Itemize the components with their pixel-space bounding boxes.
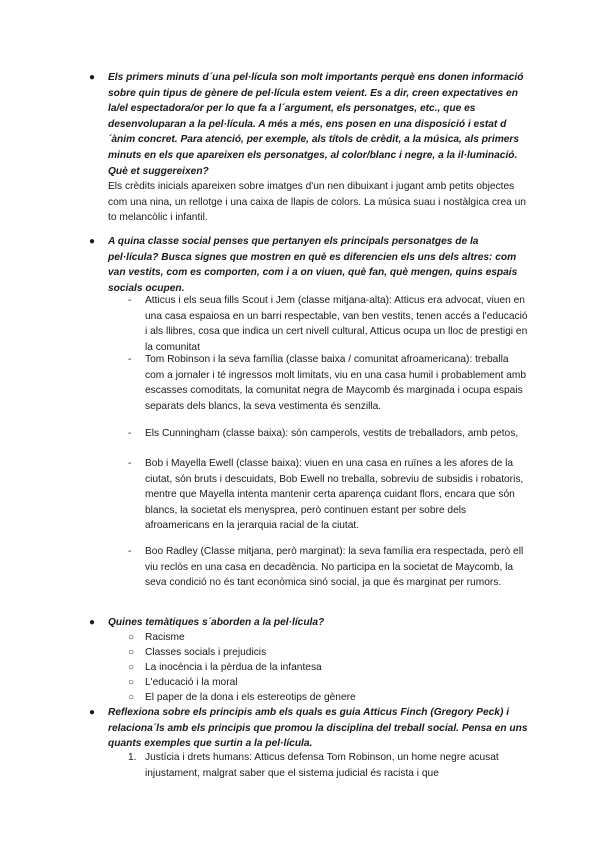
question-2: A quina classe social penses que pertanyen els principals personatges de la pel·lícula? Busca signes que mostren en què es diferencien els uns dels altres: com van vestits, com es comporten, com i a on viuen, què fan, què mengen, quins espais socials ocupen. bbox=[108, 236, 518, 294]
section-3 bbox=[108, 615, 528, 631]
bullet-icon: ● bbox=[89, 72, 96, 83]
dash-icon: - bbox=[128, 354, 132, 365]
circle-bullet-icon: ○ bbox=[128, 632, 135, 643]
circle-bullet-icon: ○ bbox=[128, 647, 135, 658]
section-1 bbox=[108, 70, 528, 226]
topic-item: La inocència i la pèrdua de la infantesa bbox=[145, 662, 322, 673]
circle-bullet-icon: ○ bbox=[128, 692, 135, 703]
section-4 bbox=[108, 705, 528, 752]
bullet-icon: ● bbox=[89, 707, 96, 718]
list-number: 1. bbox=[128, 752, 137, 763]
question-3: Quines temàtiques s´aborden a la pel·lícula? bbox=[108, 617, 325, 628]
dash-icon: - bbox=[128, 295, 132, 306]
dash-icon: - bbox=[128, 428, 132, 439]
topic-item: Racisme bbox=[145, 632, 185, 643]
section-2 bbox=[108, 234, 528, 296]
bullet-icon: ● bbox=[89, 617, 96, 628]
circle-bullet-icon: ○ bbox=[128, 677, 135, 688]
bullet-icon: ● bbox=[89, 236, 96, 247]
list-item: Boo Radley (Classe mitjana, però marginat): la seva família era respectada, però ell viu reclòs en una casa en decadència. No participa en la societat de Maycomb, la seva condició no és tant econòmica sinó social, ja que és marginat per rumors. bbox=[145, 546, 524, 589]
topic-item: El paper de la dona i els estereotips de gènere bbox=[145, 692, 356, 703]
topic-item: L'educació i la moral bbox=[145, 677, 238, 688]
question-1: Els primers minuts d´una pel·lícula son molt importants perquè ens donen informació sobre quin tipus de gènere de pel·lícula estem veient. Es a dir, creen expectatives en la/el espectadora/or per lo que fa a l´argument, els personatges, etc., que es desenvoluparan a la pel·lícula. A més a més, ens posen en una disposició i estat d´ànim concret. Para atenció, per exemple, als títols de crèdit, a la música, als primers minuts en els que apareixen els personatges, al color/blanc i negre, a la il·luminació. Què et suggereixen? bbox=[108, 72, 524, 177]
list-item: Bob i Mayella Ewell (classe baixa): viuen en una casa en ruïnes a les afores de la ciutat, són bruts i descuidats, Bob Ewell no treballa, sobreviu de subsidis i robatoris, mentre que Mayella intenta mantenir certa aparença cuidant flors, encara que són blancs, la societat els menysprea, però continuen estant per sobre dels afroamericans en la jerarquia racial de la ciutat. bbox=[145, 458, 524, 532]
answer-1: Els crèdits inicials apareixen sobre imatges d'un nen dibuixant i jugant amb petits objectes com una nina, un rellotge i una caixa de llapis de colors. La música suau i nostàlgica crea un to melancòlic i infantil. bbox=[108, 181, 526, 224]
numbered-item: Justícia i drets humans: Atticus defensa Tom Robinson, un home negre acusat injustament, malgrat saber que el sistema judicial és racista i que bbox=[145, 752, 499, 779]
list-item: Tom Robinson i la seva família (classe baixa / comunitat afroamericana): treballa com a jornaler i té ingressos molt limitats, viu en una casa humil i probablement amb escasses comoditats, la comunitat negra de Maycomb és marginada i ocupa espais separats dels blancs, la seva vestimenta és senzilla. bbox=[145, 354, 527, 412]
list-item: Els Cunningham (classe baixa): són camperols, vestits de treballadors, amb petos, bbox=[145, 428, 519, 439]
topic-item: Classes socials i prejudicis bbox=[145, 647, 267, 658]
dash-icon: - bbox=[128, 458, 132, 469]
circle-bullet-icon: ○ bbox=[128, 662, 135, 673]
list-item: Atticus i els seua fills Scout i Jem (classe mitjana-alta): Atticus era advocat, viuen en una casa espaiosa en un barri respectable, van ben vestits, tenen accés a l'educació i als llibres, cosa que indica un cert nivell cultural, Atticus ocupa un lloc de prestigi en la comunitat bbox=[145, 295, 528, 353]
dash-icon: - bbox=[128, 546, 132, 557]
question-4: Reflexiona sobre els principis amb els quals es guia Atticus Finch (Gregory Peck) i relaciona´ls amb els principis que promou la disciplina del treball social. Pensa en uns quants exemples que surtin a la pel·lícula. bbox=[108, 707, 528, 750]
